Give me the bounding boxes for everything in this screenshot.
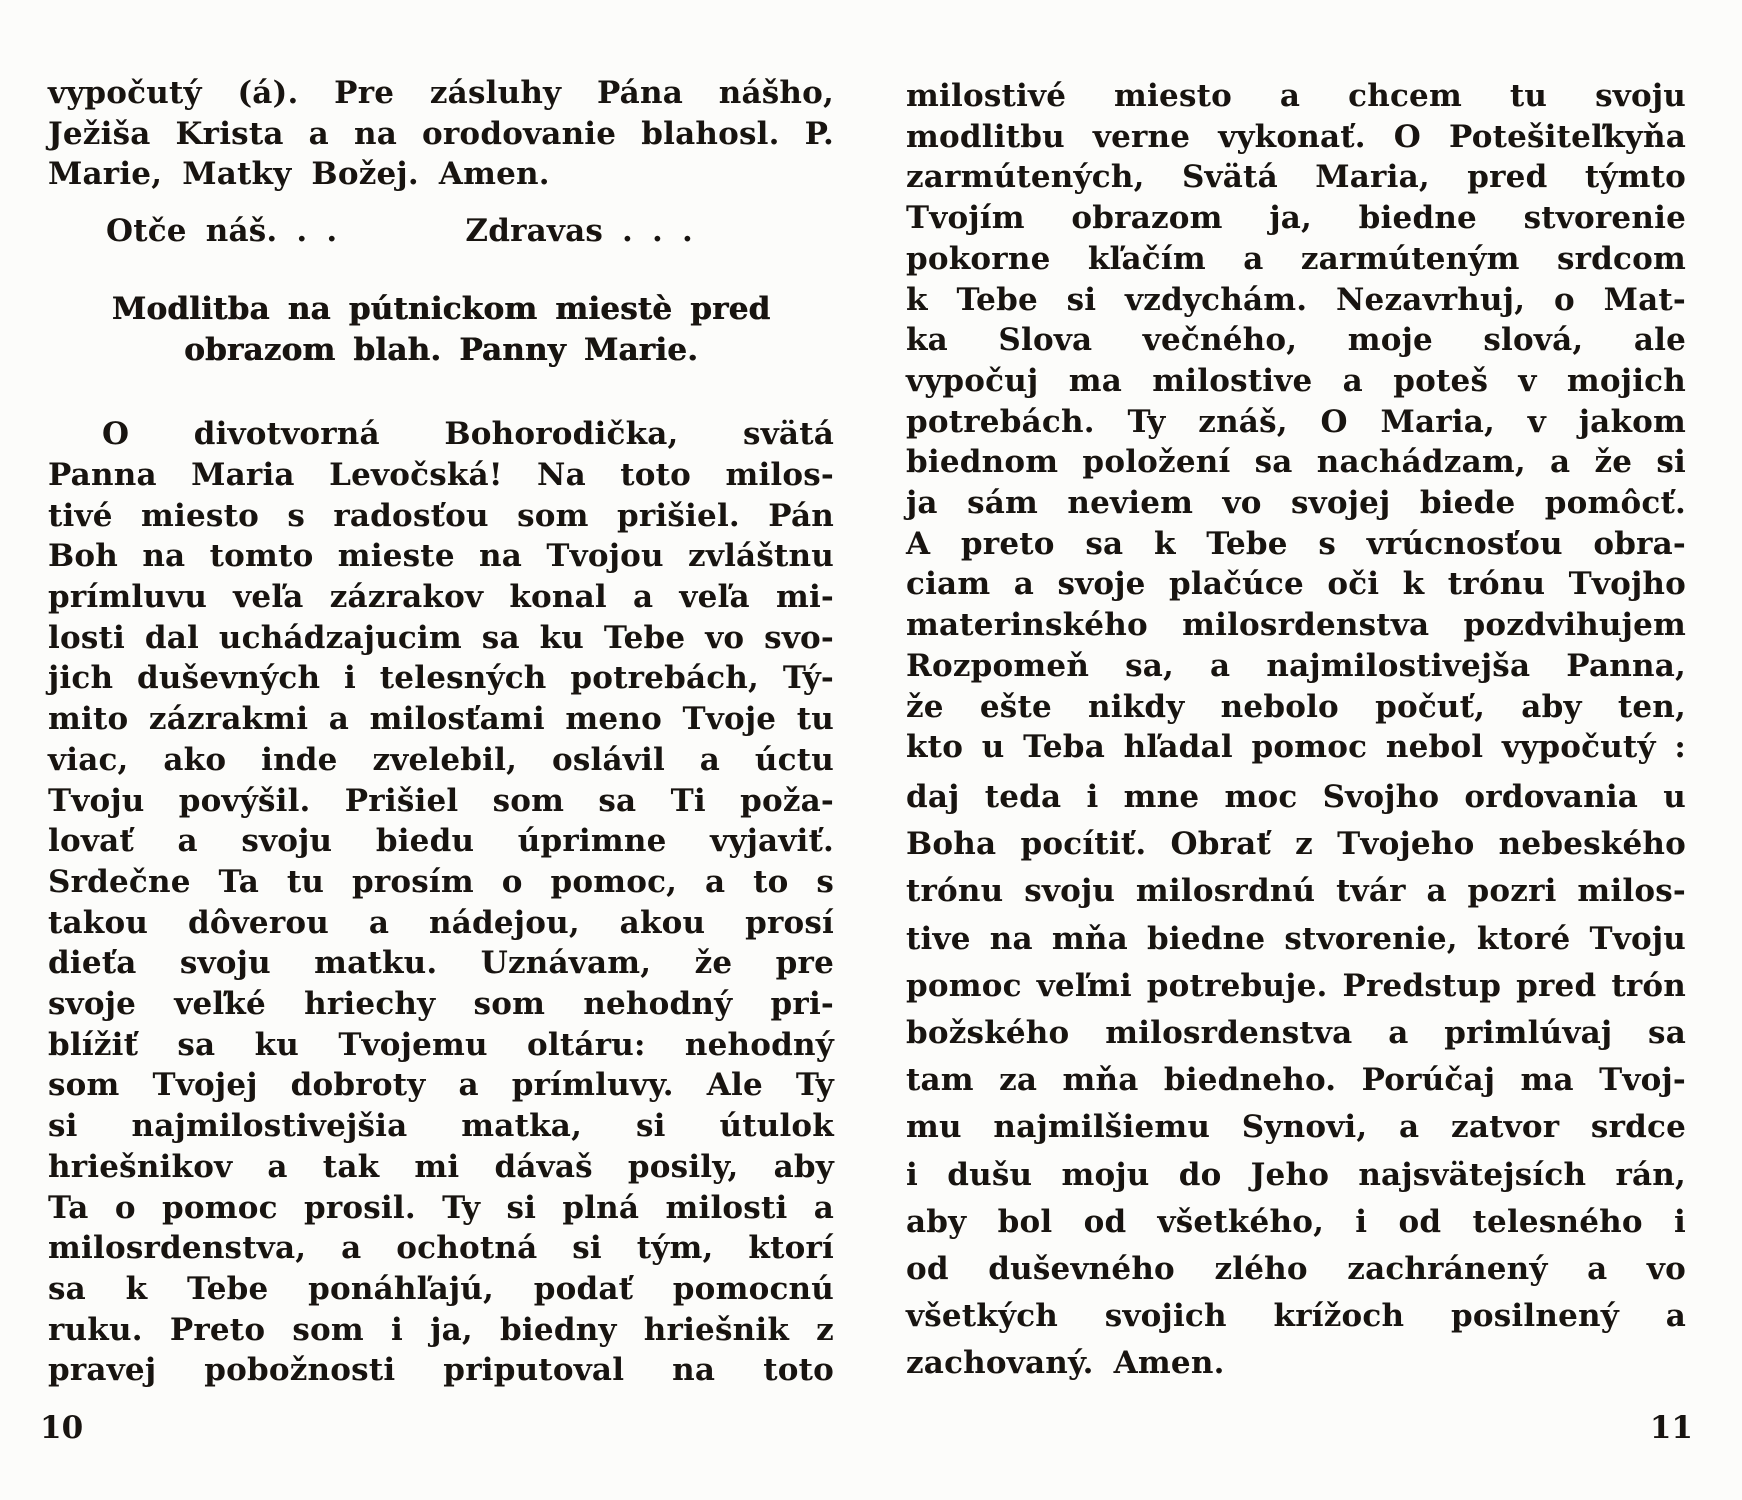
text-line: všetkých svojich krížoch posilnený a xyxy=(906,1298,1686,1335)
text-line: takou dôverou a nádejou, akou prosí xyxy=(48,904,834,941)
text-line: jich duševných i telesných potrebách, Tý- xyxy=(48,660,834,697)
text-line: sa k Tebe ponáhľajú, podať pomocnú xyxy=(48,1270,834,1307)
text-line: Tvojím obrazom ja, biedne stvorenie xyxy=(906,200,1686,237)
text-line: ciam a svoje plačúce oči k trónu Tvojho xyxy=(906,566,1686,603)
text-line: Srdečne Ta tu prosím o pomoc, a to s xyxy=(48,863,834,900)
text-line: svoje veľké hriechy som nehodný pri- xyxy=(48,986,834,1023)
text-line: kto u Teba hľadal pomoc nebol vypočutý : xyxy=(906,729,1686,766)
text-line: som Tvojej dobroty a prímluvy. Ale Ty xyxy=(48,1067,834,1104)
text-line: tam za mňa biedneho. Porúčaj ma Tvoj- xyxy=(906,1062,1686,1099)
versicle-zdravas: Zdravas . . . xyxy=(465,213,693,250)
text-line: tive na mňa biedne stvorenie, ktoré Tvoju xyxy=(906,920,1686,957)
versicle-line xyxy=(48,211,834,252)
text-line: tivé miesto s radosťou som prišiel. Pán xyxy=(48,497,834,534)
intro-paragraph xyxy=(48,73,834,195)
text-line: prímluvu veľa zázrakov konal a veľa mi- xyxy=(48,579,834,616)
text-line: hriešnikov a tak mi dávaš posily, aby xyxy=(48,1148,834,1185)
text-line: materinského milosrdenstva pozdvihujem xyxy=(906,607,1686,644)
text-line: ruku. Preto som i ja, biedny hriešnik z xyxy=(48,1311,834,1348)
text-line: si najmilostivejšia matka, si útulok xyxy=(48,1108,834,1145)
text-line: pravej pobožnosti priputoval na toto xyxy=(48,1352,834,1389)
page-number-right: 11 xyxy=(1649,1410,1693,1446)
text-line: O divotvorná Bohorodička, svätá xyxy=(102,416,834,453)
text-line: Ta o pomoc prosil. Ty si plná milosti a xyxy=(48,1189,834,1226)
text-line: dieťa svoju matku. Uznávam, že pre xyxy=(48,945,834,982)
left-page-column xyxy=(48,0,834,1391)
text-line: potrebách. Ty znáš, O Maria, v jakom xyxy=(906,403,1686,440)
text-line: trónu svoju milosrdnú tvár a pozri milos- xyxy=(906,873,1686,910)
text-line: lovať a svoju biedu úprimne vyjaviť. xyxy=(48,823,834,860)
text-line: vypočutý (á). Pre zásluhy Pána nášho, xyxy=(48,75,834,111)
text-line: pomoc veľmi potrebuje. Predstup pred trón xyxy=(906,967,1686,1004)
section-heading xyxy=(48,289,834,370)
text-line: i dušu moju do Jeho najsvätejsích rán, xyxy=(906,1156,1686,1193)
text-line: biednom položení sa nachádzam, a že si xyxy=(906,444,1686,481)
prayer-paragraph-right-lower xyxy=(906,774,1686,1388)
text-line: A preto sa k Tebe s vrúcnosťou obra- xyxy=(906,525,1686,562)
text-line: Marie, Matky Božej. Amen. xyxy=(48,156,550,193)
page-number-left: 10 xyxy=(40,1410,84,1446)
text-line: aby bol od všetkého, i od telesného i xyxy=(906,1203,1686,1240)
text-line: Panna Maria Levočská! Na toto milos- xyxy=(48,456,834,493)
text-line: Rozpomeň sa, a najmilostivejša Panna, xyxy=(906,647,1686,684)
text-line: Ježiša Krista a na orodovanie blahosl. P. xyxy=(48,115,834,152)
text-line: viac, ako inde zvelebil, oslávil a úctu xyxy=(48,741,834,778)
text-line: milostivé miesto a chcem tu svoju xyxy=(906,78,1686,114)
text-line: blížiť sa ku Tvojemu oltáru: nehodný xyxy=(48,1026,834,1063)
prayer-paragraph-left xyxy=(48,414,834,1391)
text-line: milosrdenstva, a ochotná si tým, ktorí xyxy=(48,1230,834,1267)
right-page-column xyxy=(906,0,1686,1388)
versicle-otce-nas: Otče náš. . . xyxy=(106,213,338,250)
text-line: Boha pocítiť. Obrať z Tvojeho nebeského xyxy=(906,826,1686,863)
text-line: božského milosrdenstva a primlúvaj sa xyxy=(906,1014,1686,1051)
text-line: od duševného zlého zachránený a vo xyxy=(906,1250,1686,1287)
prayer-paragraph-right-upper xyxy=(906,76,1686,768)
text-line: že ešte nikdy nebolo počuť, aby ten, xyxy=(906,688,1686,725)
text-line: Boh na tomto mieste na Tvojou zvláštnu xyxy=(48,538,834,575)
text-line: ka Slova večného, moje slová, ale xyxy=(906,322,1686,359)
section-heading-line-1: Modlitba na pútnickom miestè pred xyxy=(111,290,771,327)
text-line: mu najmilšiemu Synovi, a zatvor srdce xyxy=(906,1109,1686,1146)
text-line: daj teda i mne moc Svojho ordovania u xyxy=(906,778,1686,815)
text-line: k Tebe si vzdychám. Nezavrhuj, o Mat- xyxy=(906,281,1686,318)
text-line: ja sám neviem vo svojej biede pomôcť. xyxy=(906,485,1686,522)
text-line: mito zázrakmi a milosťami meno Tvoje tu xyxy=(48,701,834,738)
section-heading-line-2: obrazom blah. Panny Marie. xyxy=(184,331,698,368)
text-line: Tvoju povýšil. Prišiel som sa Ti poža- xyxy=(48,782,834,819)
text-line: losti dal uchádzajucim sa ku Tebe vo svo- xyxy=(48,619,834,656)
text-line: vypočuj ma milostive a poteš v mojich xyxy=(906,362,1686,399)
text-line: zarmútených, Svätá Maria, pred týmto xyxy=(906,159,1686,196)
text-line: pokorne kľačím a zarmúteným srdcom xyxy=(906,240,1686,277)
text-line: modlitbu verne vykonať. O Potešiteľkyňa xyxy=(906,118,1686,155)
text-line: zachovaný. Amen. xyxy=(906,1345,1225,1382)
